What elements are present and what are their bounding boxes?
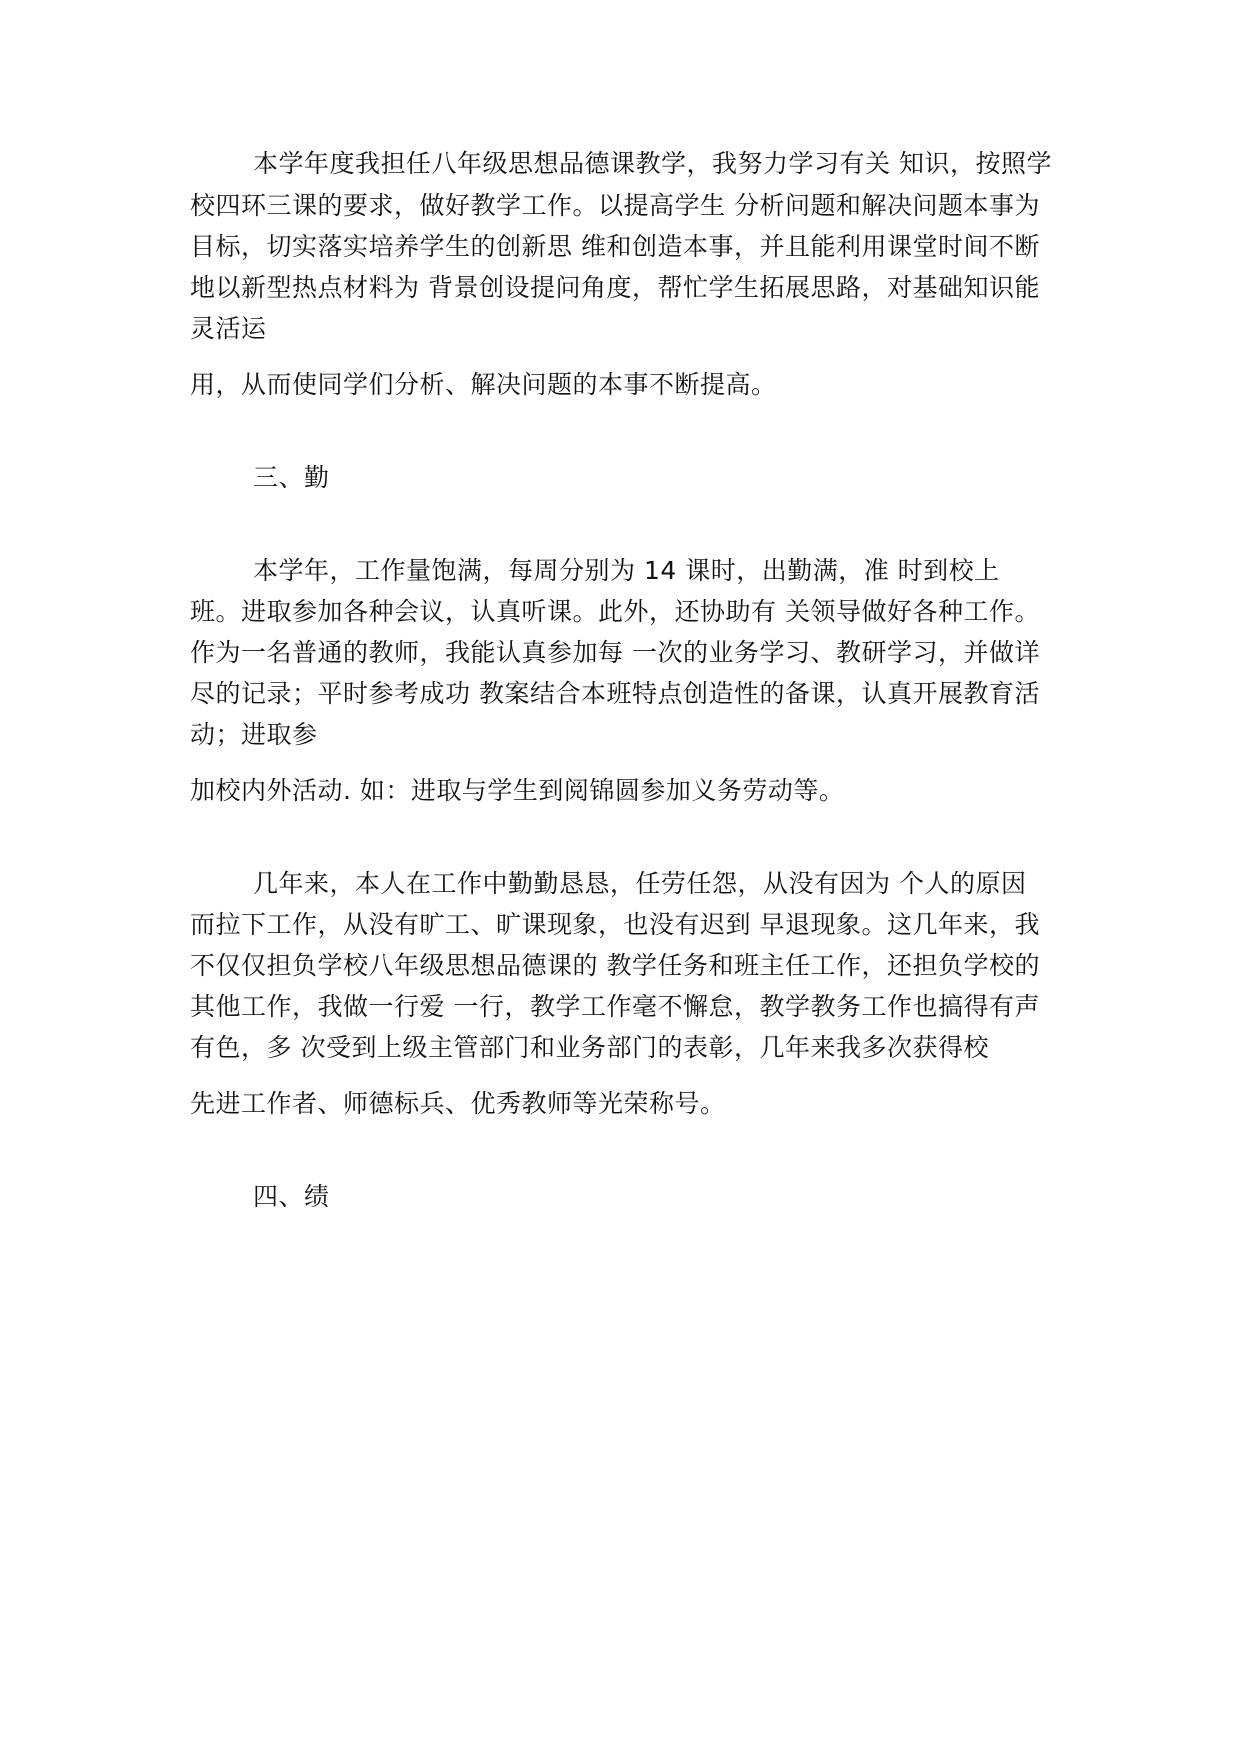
para3-tail: 先进工作者、师德标兵、优秀教师等光荣称号。 [190, 1089, 726, 1118]
para3-line-4: 其他工作，我做一行爱 一行，教学工作毫不懈怠，教学教务工作也搞得有声 [190, 992, 1040, 1021]
para2-line-1: 本学年，工作量饱满，每周分别为 14 课时，出勤满，准 时到校上 [253, 556, 1000, 585]
para3-line-2: 而拉下工作，从没有旷工、旷课现象，也没有迟到 早退现象。这几年来，我 [190, 910, 1040, 939]
para1-line-2: 校四环三课的要求，做好教学工作。以提高学生 分析问题和解决问题本事为 [190, 191, 1040, 220]
para1-line-1: 本学年度我担任八年级思想品德课教学，我努力学习有关 知识，按照学 [253, 149, 1052, 178]
para1-tail: 用，从而使同学们分析、解决问题的本事不断提高。 [190, 370, 777, 399]
para3-line-3: 不仅仅担负学校八年级思想品德课的 教学任务和班主任工作，还担负学校的 [190, 951, 1040, 980]
para2-tail: 加校内外活动. 如：进取与学生到阅锦圆参加义务劳动等。 [190, 776, 845, 805]
para1-line-4: 地以新型热点材料为 背景创设提问角度，帮忙学生拓展思路，对基础知识能 [190, 273, 1040, 302]
para3-line-1: 几年来，本人在工作中勤勤恳恳，任劳任怨，从没有因为 个人的原因 [253, 869, 1027, 898]
section-heading-3: 三、勤 [253, 463, 330, 492]
para2-line-5: 动；进取参 [190, 720, 318, 749]
para1-line-5: 灵活运 [190, 314, 267, 343]
para3-line-5: 有色，多 次受到上级主管部门和业务部门的表彰，几年来我多次获得校 [190, 1033, 989, 1062]
para2-line-3: 作为一名普通的教师，我能认真参加每 一次的业务学习、教研学习，并做详 [190, 638, 1040, 667]
para1-line-3: 目标，切实落实培养学生的创新思 维和创造本事，并且能利用课堂时间不断 [190, 232, 1040, 261]
para2-line-2: 班。进取参加各种会议，认真听课。此外，还协助有 关领导做好各种工作。 [190, 597, 1040, 626]
section-heading-4: 四、绩 [253, 1182, 330, 1211]
para2-line-4: 尽的记录；平时参考成功 教案结合本班特点创造性的备课，认真开展教育活 [190, 679, 1040, 708]
